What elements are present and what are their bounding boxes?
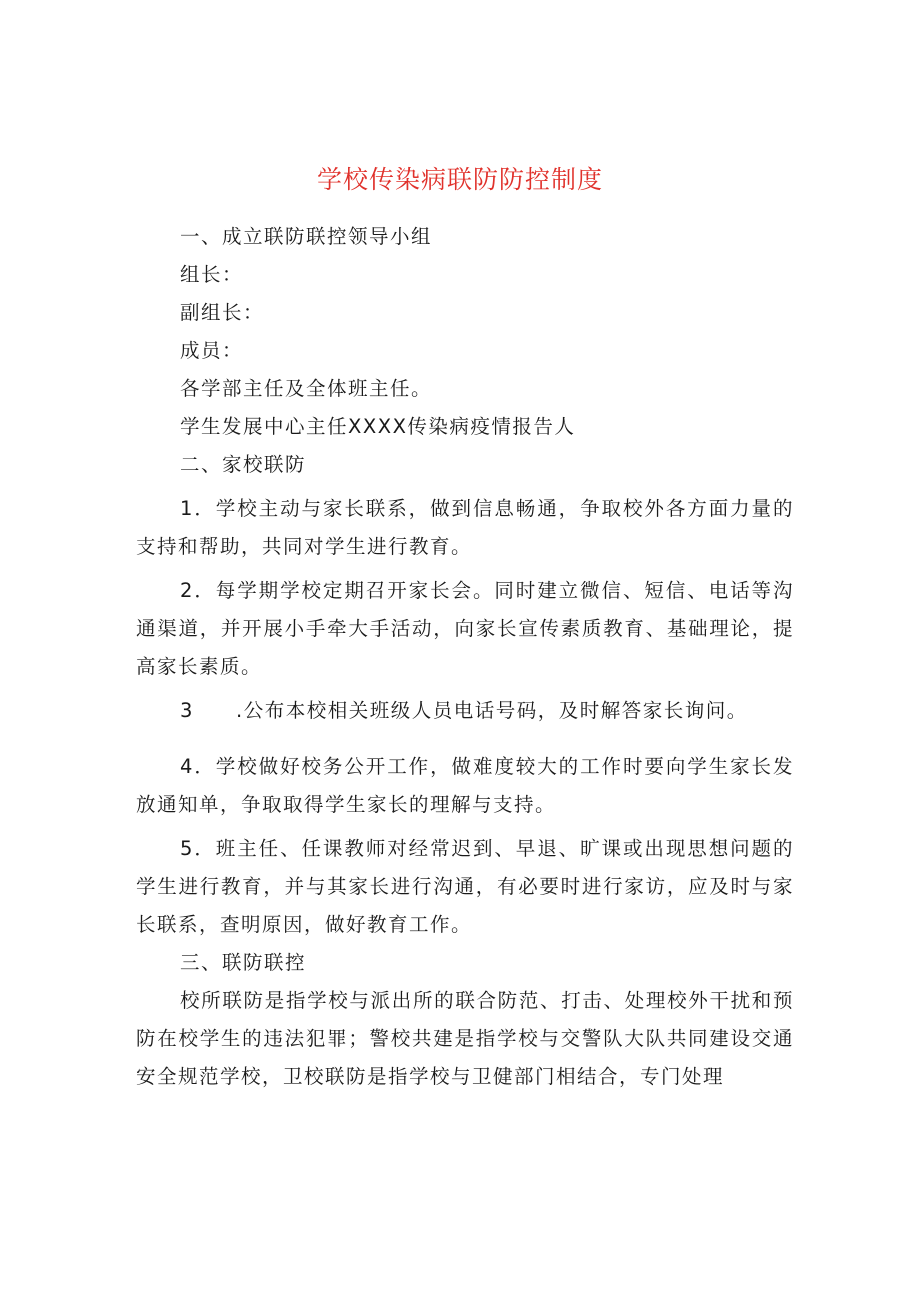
members-line: 成员：	[180, 339, 244, 362]
document-body	[136, 218, 794, 1096]
section-3-heading: 三、联防联控	[180, 951, 307, 974]
item-3-number: 3	[180, 699, 194, 722]
reporter-line: 学生发展中心主任XXXX传染病疫情报告人	[180, 415, 576, 438]
section-2-item-1: 1．学校主动与家长联系，做到信息畅通，争取校外各方面力量的支持和帮助，共同对学生进行教育。	[136, 497, 794, 558]
deputy-leader-line: 副组长：	[180, 301, 265, 324]
item-3-text: .公布本校相关班级人员电话号码，及时解答家长询问。	[236, 699, 748, 722]
section-2-item-3	[136, 692, 794, 730]
section-2-item-2: 2．每学期学校定期召开家长会。同时建立微信、短信、电话等沟通渠道，并开展小手牵大手活动，向家长宣传素质教育、基础理论，提高家长素质。	[136, 579, 794, 678]
document-title: 学校传染病联防防控制度	[316, 165, 603, 194]
members-detail-line: 各学部主任及全体班主任。	[180, 377, 433, 400]
section-3-paragraph: 校所联防是指学校与派出所的联合防范、打击、处理校外干扰和预防在校学生的违法犯罪；警校共建是指学校与交警队大队共同建设交通安全规范学校，卫校联防是指学校与卫健部门相结合，专门处理	[136, 989, 794, 1088]
section-2-item-4: 4．学校做好校务公开工作，做难度较大的工作时要向学生家长发放通知单，争取取得学生家长的理解与支持。	[136, 755, 794, 816]
section-2-item-5: 5．班主任、任课教师对经常迟到、早退、旷课或出现思想问题的学生进行教育，并与其家长进行沟通，有必要时进行家访，应及时与家长联系，查明原因，做好教育工作。	[136, 837, 794, 936]
section-1-heading: 一、成立联防联控领导小组	[180, 225, 433, 248]
leader-line: 组长：	[180, 263, 244, 286]
section-2-heading: 二、家校联防	[180, 453, 307, 476]
